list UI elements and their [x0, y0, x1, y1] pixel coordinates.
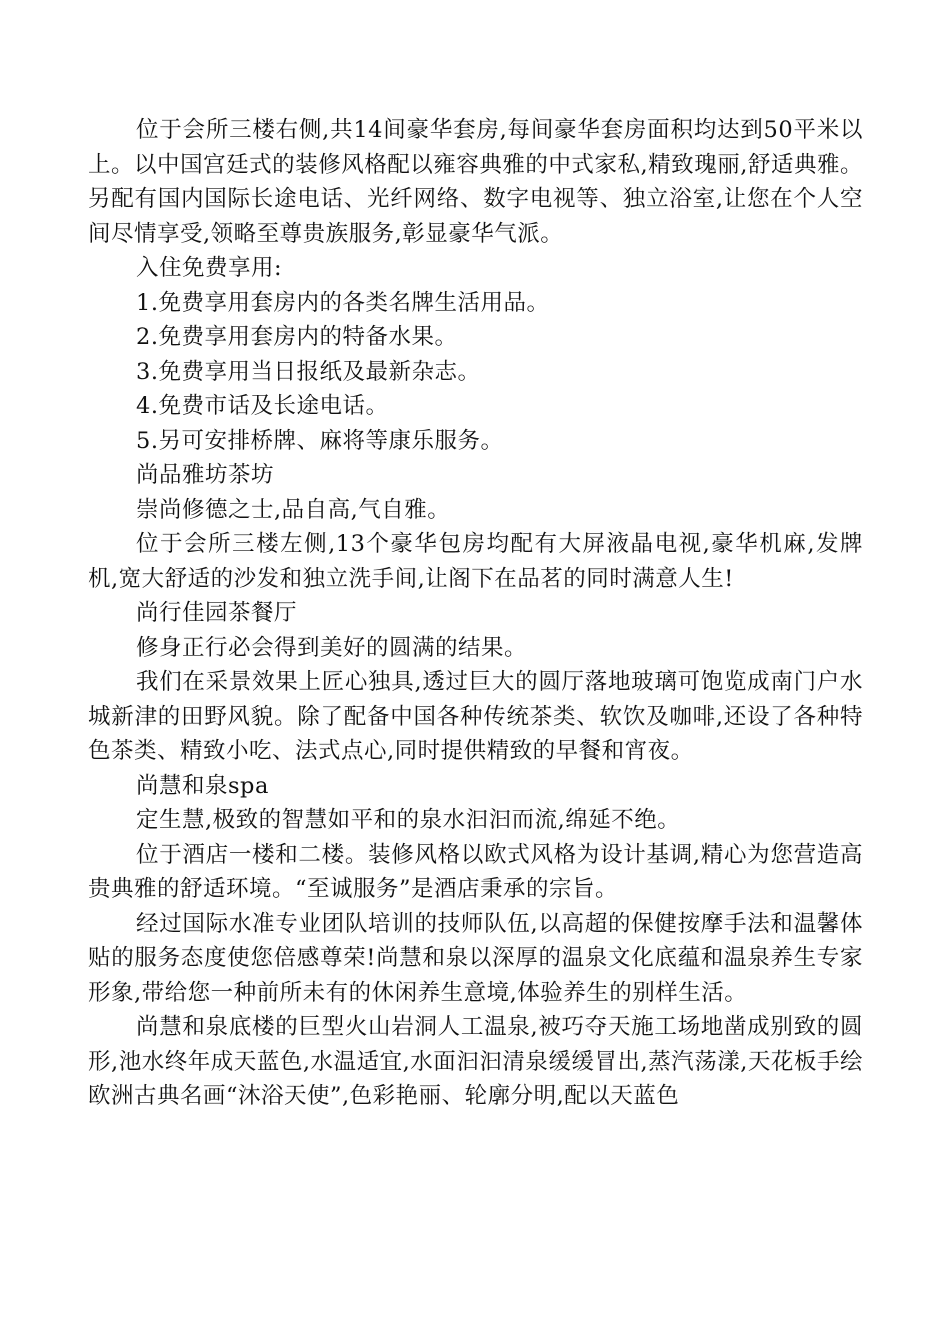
paragraph-tea-restaurant-description: 我们在采景效果上匠心独具,透过巨大的圆厅落地玻璃可饱览成南门户水城新津的田野风貌。除了配备中国各种传统茶类、软饮及咖啡,还设了各种特色茶类、精致小吃、法式点心,同时提供精致的早餐和宵夜。	[88, 669, 863, 764]
list-item-benefit-5: 5.另可安排桥牌、麻将等康乐服务。	[136, 427, 504, 454]
section-heading-spa: 尚慧和泉spa	[136, 772, 269, 799]
paragraph-spa-service: 经过国际水准专业团队培训的技师队伍,以高超的保健按摩手法和温馨体贴的服务态度使您倍感尊荣!尚慧和泉以深厚的温泉文化底蕴和温泉养生专家形象,带给您一种前所未有的休闲养生意境,体验养生的别样生活。	[88, 910, 863, 1006]
paragraph-suite-intro: 位于会所三楼右侧,共14间豪华套房,每间豪华套房面积均达到50平米以上。以中国宫廷式的装修风格配以雍容典雅的中式家私,精致瑰丽,舒适典雅。另配有国内国际长途电话、光纤网络、数字电视等、独立浴室,让您在个人空间尽情享受,领略至尊贵族服务,彰显豪华气派。	[88, 117, 863, 247]
list-item-benefit-2: 2.免费享用套房内的特备水果。	[136, 324, 458, 350]
paragraph-spa-hot-spring: 尚慧和泉底楼的巨型火山岩洞人工温泉,被巧夺天施工场地凿成别致的圆形,池水终年成天蓝色,水温适宜,水面汩汩清泉缓缓冒出,蒸汽荡漾,天花板手绘欧洲古典名画“沐浴天使”,色彩艳丽、轮廓分明,配以天蓝色	[88, 1014, 863, 1109]
document-page	[88, 113, 863, 1114]
section-heading-tea-restaurant: 尚行佳园茶餐厅	[136, 600, 298, 626]
list-item-benefit-1: 1.免费享用套房内的各类名牌生活用品。	[136, 289, 550, 316]
paragraph-spa-location: 位于酒店一楼和二楼。装修风格以欧式风格为设计基调,精心为您营造高贵典雅的舒适环境。“至诚服务”是酒店秉承的宗旨。	[88, 841, 863, 902]
paragraph-tea-restaurant-motto: 修身正行必会得到美好的圆满的结果。	[136, 634, 528, 661]
section-heading-tea-house: 尚品雅坊茶坊	[136, 462, 275, 488]
paragraph-spa-motto: 定生慧,极致的智慧如平和的泉水汩汩而流,绵延不绝。	[136, 807, 681, 833]
paragraph-tea-house-motto: 崇尚修德之士,品自高,气自雅。	[136, 496, 451, 523]
paragraph-free-benefits-heading: 入住免费享用:	[136, 255, 283, 281]
list-item-benefit-3: 3.免费享用当日报纸及最新杂志。	[136, 358, 481, 385]
list-item-benefit-4: 4.免费市话及长途电话。	[136, 393, 389, 419]
paragraph-tea-house-description: 位于会所三楼左侧,13个豪华包房均配有大屏液晶电视,豪华机麻,发牌机,宽大舒适的沙发和独立洗手间,让阁下在品茗的同时满意人生!	[88, 531, 863, 592]
